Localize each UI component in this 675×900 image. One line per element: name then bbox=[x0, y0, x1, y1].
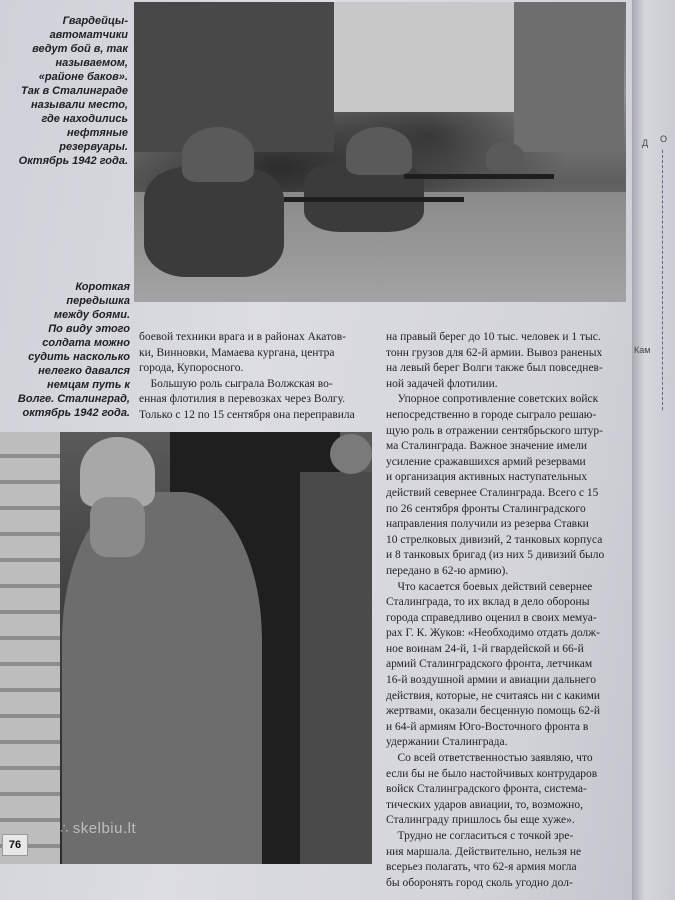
map-mark-1: Д bbox=[642, 138, 649, 148]
map-mark-3: Кам bbox=[634, 345, 651, 355]
caption-bottom-photo: Короткая передышка между боями. По виду этого солдата можно судить насколько нелегко давался немцам путь к Волге. Сталинград, октябрь 1942 года. bbox=[17, 281, 130, 419]
next-page-edge bbox=[632, 0, 675, 900]
map-mark-2: О bbox=[660, 134, 668, 144]
photo-soldiers-firing bbox=[134, 2, 626, 302]
watermark-text: skelbiu.lt bbox=[72, 820, 137, 837]
caption-top-photo: Гвардейцы- автоматчики ведут бой в, так называемом, «районе баков». Так в Сталинграде называли место, где находились нефтяные резервуары. Октябрь 1942 года. bbox=[18, 15, 128, 167]
photo-german-soldier bbox=[0, 432, 372, 864]
watermark: ∴ skelbiu.lt bbox=[60, 820, 137, 837]
page-number: 76 bbox=[2, 834, 28, 856]
text-column-left: боевой техники врага и в районах Акатов- ки, Винновки, Мамаева кургана, центра города, Купоросного. Большую роль сыграла Волжская во- енная флотилия в перевозках через Волгу. Только с 12 по 15 сентября она переправила bbox=[139, 331, 355, 421]
text-column-right: на правый берег до 10 тыс. человек и 1 тыс. тонн грузов для 62-й армии. Вывоз раненых на левый берег Волги также был повседнев- ной задачей флотилии. Упорное сопротивление советских войск непосредственно в городе сыграло решаю- щую роль в отражении сентябрьского штур- ма Сталинграда. Важное значение имели усиление сражавшихся армий резервами и организация активных наступательных действий севернее Сталинграда. Всего с 15 по 26 сентября фронты Сталинградского направления получили из резерва Ставки 10 стрелковых дивизий, 2 танковых корпуса и 8 танковых бригад (из них 5 дивизий было передано в 62-ю армию). Что касается боевых действий севернее Сталинграда, то их вклад в дело обороны города справедливо оценил в своих мемуа- рах Г. К. Жуков: «Необходимо отдать долж- ное воинам 24-й, 1-й гвардейской и 66-й армий Сталинградского фронта, летчикам 16-й воздушной армии и авиации дальнего действия, которые, не считаясь ни с какими жертвами, оказали бесценную помощь 62-й и 64-й армиям Юго-Восточного фронта в удержании Сталинграда. Со всей ответственностью заявляю, что если бы не было настойчивых контрударов войск Сталинградского фронта, система- тических ударов авиации, то, возможно, Сталинграду пришлось бы еще хуже». Трудно не согласиться с точкой зре- ния маршала. Действительно, нельзя не всерьез полагать, что 62-я армия могла бы оборонять город сколь угодно дол- bbox=[386, 331, 605, 889]
